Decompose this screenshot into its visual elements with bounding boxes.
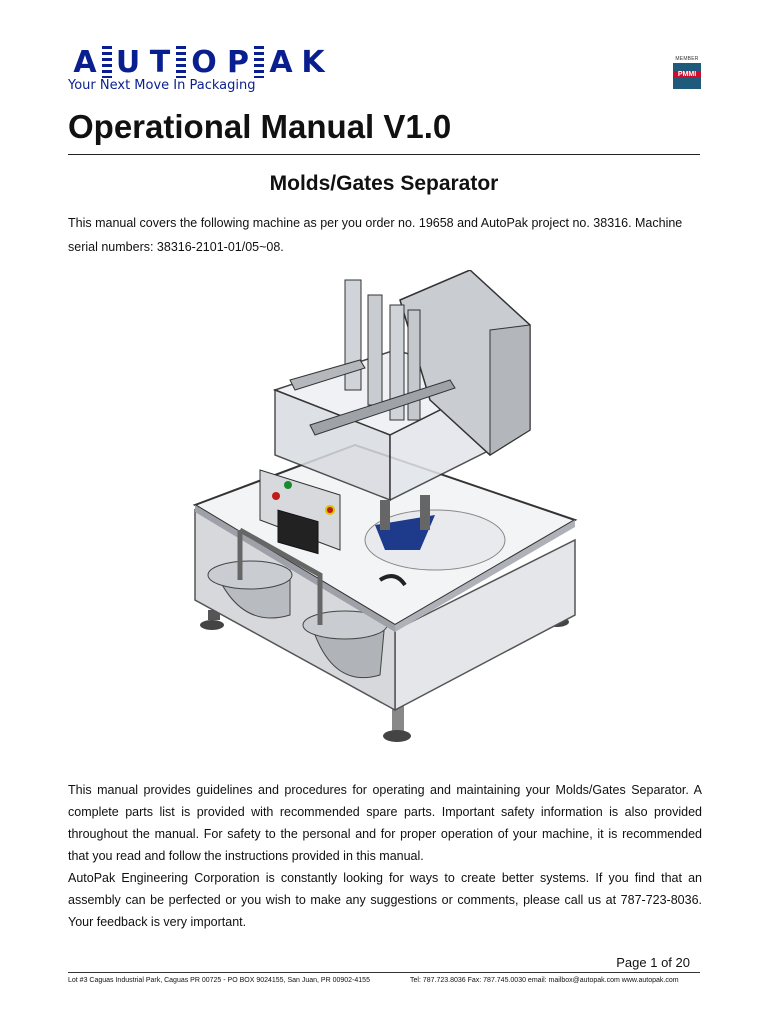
page-number: Page 1 of 20 — [616, 955, 690, 970]
page-title: Operational Manual V1.0 — [68, 108, 452, 145]
logo-wordmark — [68, 46, 328, 78]
logo-letter: U — [115, 45, 141, 80]
body-text — [68, 779, 702, 933]
footer-contact: Tel: 787.723.8036 Fax: 787.745.0030 email: mailbox@autopak.com www.autopak.com — [410, 977, 679, 984]
footer-address: Lot #3 Caguas Industrial Park, Caguas PR 00725 - PO BOX 9024155, San Juan, PR 00902-4155 — [68, 977, 370, 984]
machine-illustration — [180, 270, 590, 750]
logo-letter: A — [269, 45, 293, 80]
logo-letter: P — [227, 45, 249, 80]
document-subtitle: Molds/Gates Separator — [269, 172, 499, 195]
logo-letter: K — [301, 45, 325, 80]
autopak-logo — [68, 45, 328, 93]
logo-separator — [176, 46, 186, 78]
badge-box — [673, 63, 701, 89]
badge-member-label: MEMBER — [675, 56, 699, 62]
title-divider — [68, 154, 700, 155]
logo-tagline: Your Next Move In Packaging — [68, 78, 256, 93]
footer-divider — [68, 972, 700, 973]
logo-separator — [254, 46, 264, 78]
logo-letter: O — [191, 45, 217, 80]
logo-letter: T — [149, 45, 171, 80]
badge-label: PMMI — [673, 71, 701, 78]
body-paragraph: This manual provides guidelines and procedures for operating and maintaining your Molds/Gates Separator. A complete parts list is provided with recommended spare parts. Important safety information is also provided throughout the manual. For safety to the personal and for proper operation of your machine, it is recommended that you read and follow the instructions provided in this manual. — [68, 783, 702, 863]
pmmi-member-badge — [673, 56, 701, 89]
body-paragraph: AutoPak Engineering Corporation is constantly looking for ways to create better systems. If you find that an assembly can be perfected or you wish to make any suggestions or comments, please call us at 787-723-8036. Your feedback is very important. — [68, 871, 702, 929]
molds-gates-separator-image — [180, 270, 590, 750]
logo-separator — [102, 46, 112, 78]
logo-letter: A — [73, 45, 97, 80]
intro-paragraph: This manual covers the following machine as per you order no. 19658 and AutoPak project no. 38316. Machine serial numbers: 38316-2101-01/05~08. — [68, 216, 683, 254]
